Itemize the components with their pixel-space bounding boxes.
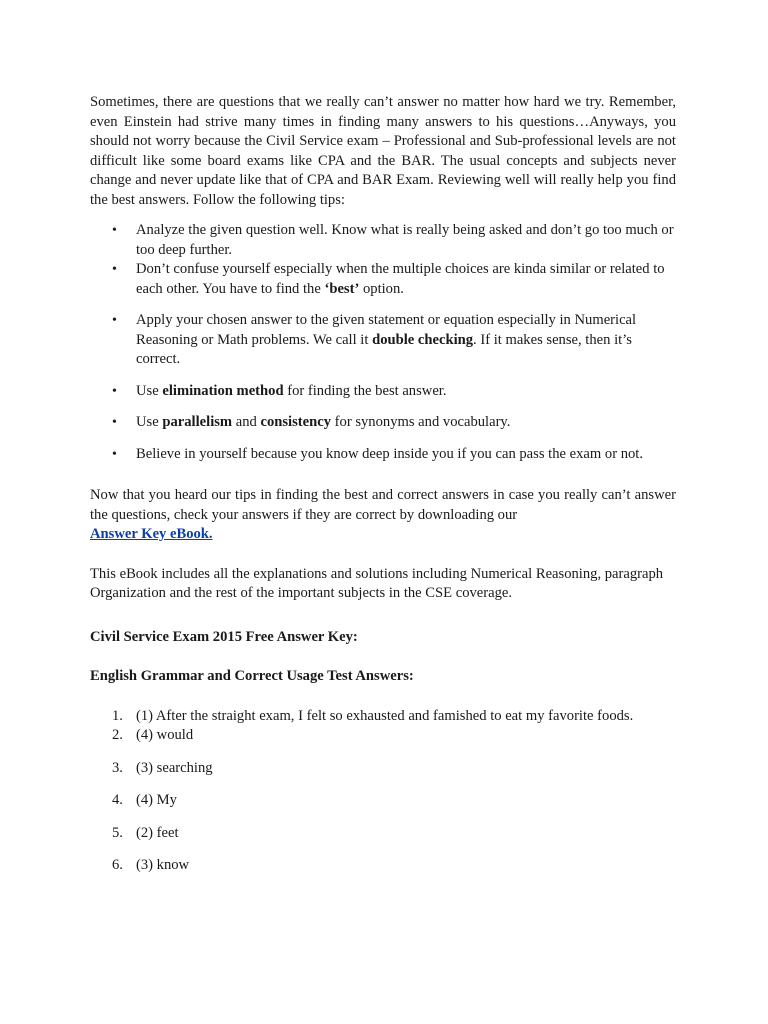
answer-number: 4. [112,792,123,808]
cta-paragraph [90,486,676,545]
tip-text: for synonyms and vocabulary. [331,414,511,430]
tip-bold-text: double checking [372,331,474,348]
answer-item [90,791,676,811]
answers-list [90,707,676,876]
tip-text: . If it makes sense, then it’s correct. [136,331,632,367]
tip-text: option. [359,280,404,297]
answer-number: 6. [112,857,123,873]
tip-text: for finding the best answer. [283,382,447,399]
tip-bold-text: consistency [260,414,332,430]
cta-text: Now that you heard our tips in finding the best and correct answers in case you really can’t answer the questions, check your answers if they are correct by downloading our [90,487,676,523]
tip-text: Believe in yourself because you know deep inside you if you can pass the exam or not. [136,445,643,462]
tip-text: Use [136,382,163,399]
answer-number: 1. [112,707,123,724]
tip-bold-text: elimination method [162,382,284,399]
answer-number: 2. [112,727,123,743]
answer-number: 5. [112,824,123,841]
answer-text: (2) feet [136,824,179,841]
answer-text: (4) My [136,792,177,808]
answer-key-ebook-link[interactable]: Answer Key eBook. [90,526,213,542]
answer-key-heading: Civil Service Exam 2015 Free Answer Key: [90,628,358,645]
ebook-description: This eBook includes all the explanations and solutions including Numerical Reasoning, paragraph Organization and the rest of the important subjects in the CSE coverage. [90,565,664,601]
tip-text: and [232,414,261,430]
tip-text: Apply your chosen answer to the given statement or equation especially in Numerical Reasoning or Math problems. We call it [136,312,637,348]
answer-number: 3. [112,759,123,776]
answer-text: (3) know [136,857,190,873]
tip-item [90,445,676,465]
answer-item [90,726,676,746]
tip-item [90,221,676,260]
tip-bold-text: ‘best’ [324,280,360,297]
answer-text: (4) would [136,727,194,743]
tip-text: Don’t confuse yourself especially when the multiple choices are kinda similar or related to each other. You have to find the [136,261,665,297]
answer-item [90,759,676,779]
tip-item [90,311,676,370]
intro-paragraph: Sometimes, there are questions that we really can’t answer no matter how hard we try. Remember, even Einstein had strive many times in finding many answers to his questions…Anyways, you should not worry because the Civil Service exam – Professional and Sub-professional levels are not difficult like some board exams like CPA and the BAR. The usual concepts and subjects never change and never update like that of CPA and BAR Exam. Reviewing well will really help you find the best answers. Follow the following tips: [90,94,676,208]
tip-text: Use [136,414,163,430]
tip-item [90,382,676,402]
answer-text: (1) After the straight exam, I felt so exhausted and famished to eat my favorite foods. [136,707,634,724]
tips-list [90,221,676,464]
answer-text: (3) searching [136,759,213,776]
answer-item [90,707,676,727]
answer-item [90,824,676,844]
tip-text: Analyze the given question well. Know what is really being asked and don’t go too much or too deep further. [136,222,674,258]
document-page [90,93,676,876]
tip-bold-text: parallelism [162,414,233,430]
answer-item [90,856,676,876]
tip-item [90,413,676,433]
tip-item [90,260,676,299]
grammar-section-heading: English Grammar and Correct Usage Test Answers: [90,668,414,684]
